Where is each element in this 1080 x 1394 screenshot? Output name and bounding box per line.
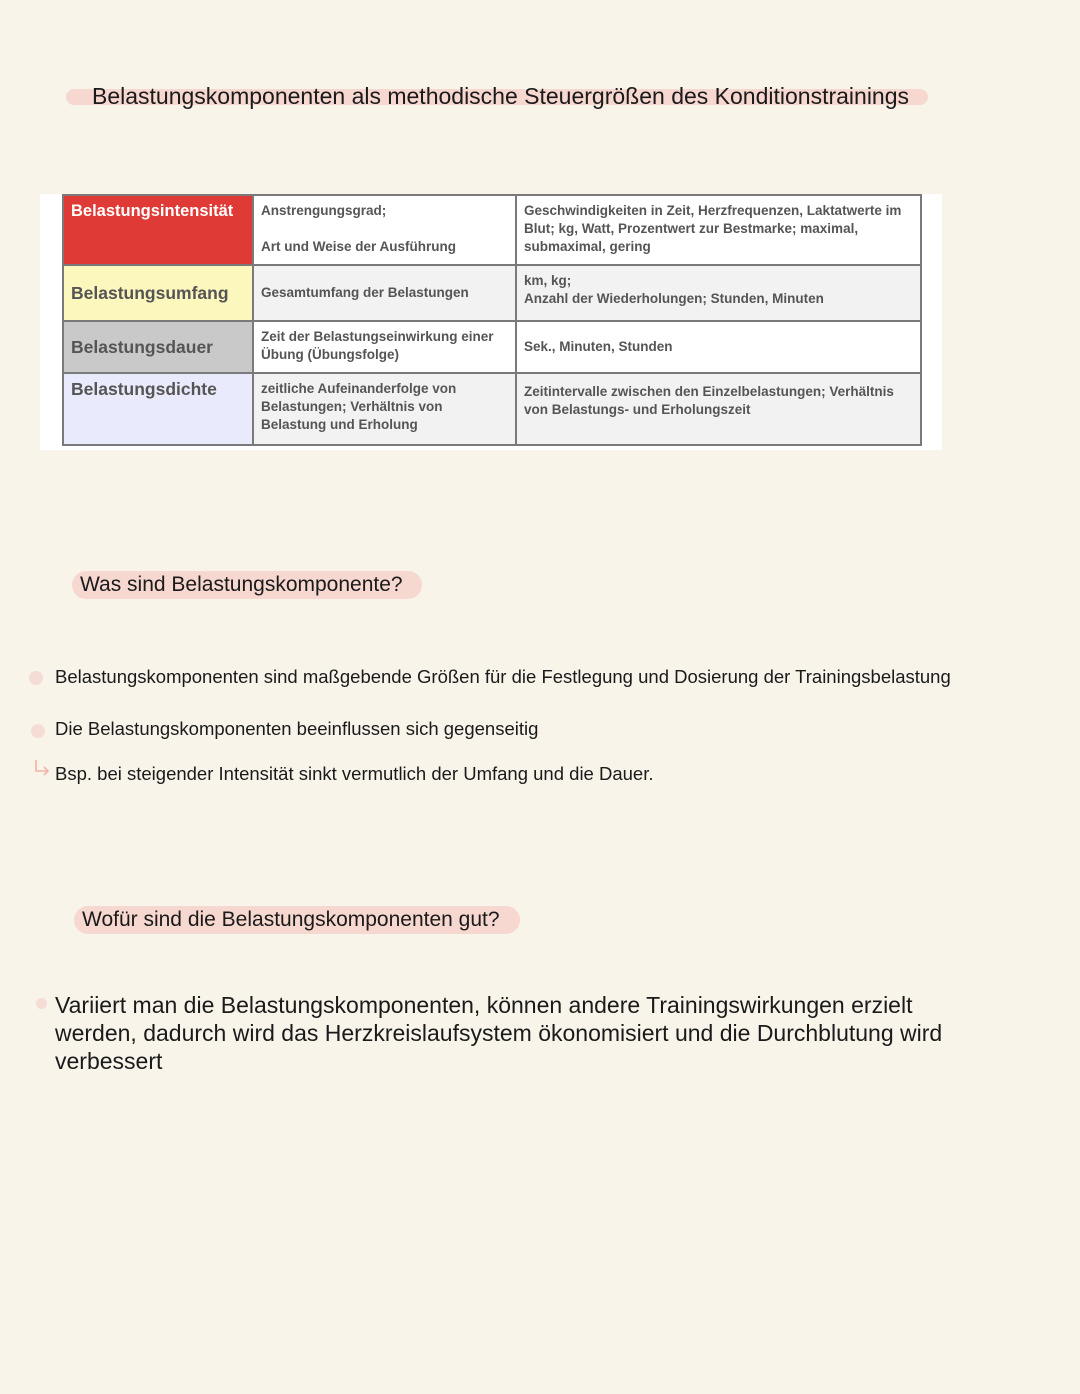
table-cell-description — [253, 195, 516, 265]
bullet-text: Variiert man die Belastungskomponenten, können andere Trainingswirkungen erzielt werden, dadurch wird das Herzkreislaufsystem ökonomisiert und die Durchblutung wird verbessert — [55, 992, 943, 1074]
bullet-dot-icon — [36, 998, 47, 1009]
load-components-table — [62, 194, 922, 446]
table-cell-measures: Zeitintervalle zwischen den Einzelbelastungen; Verhältnis von Belastungs- und Erholungszeit — [516, 373, 921, 445]
table-cell-description: Zeit der Belastungseinwirkung einer Übung (Übungsfolge) — [253, 321, 516, 373]
example-text: Bsp. bei steigender Intensität sinkt vermutlich der Umfang und die Dauer. — [55, 763, 654, 784]
section-heading: Wofür sind die Belastungskomponenten gut? — [82, 908, 500, 931]
table-cell-description: zeitliche Aufeinanderfolge von Belastungen; Verhältnis von Belastung und Erholung — [253, 373, 516, 445]
table-cell-name: Belastungsintensität — [63, 195, 253, 265]
table-row-intensity — [63, 195, 921, 265]
load-components-table-container — [40, 194, 942, 450]
bullet-dot-icon — [29, 671, 43, 685]
page-title: Belastungskomponenten als methodische Steuergrößen des Konditionstrainings — [92, 83, 910, 109]
table-cell-name: Belastungsdauer — [63, 321, 253, 373]
section-heading: Was sind Belastungskomponente? — [80, 573, 403, 596]
table-cell-description: Gesamtumfang der Belastungen — [253, 265, 516, 321]
bullet-dot-icon — [31, 724, 45, 738]
table-cell-name: Belastungsumfang — [63, 265, 253, 321]
spacer — [261, 220, 508, 238]
description-line: Art und Weise der Ausführung — [261, 239, 457, 254]
description-line: Anstrengungsgrad; — [261, 203, 387, 218]
bullet-text: Belastungskomponenten sind maßgebende Größen für die Festlegung und Dosierung der Trainingsbelastung — [55, 666, 951, 687]
table-cell-measures — [516, 265, 921, 321]
table-cell-measures: Geschwindigkeiten in Zeit, Herzfrequenzen, Laktatwerte im Blut; kg, Watt, Prozentwert zur Bestmarke; maximal, submaximal, gering — [516, 195, 921, 265]
table-row-density — [63, 373, 921, 445]
table-cell-name: Belastungsdichte — [63, 373, 253, 445]
measures-line: km, kg; — [524, 273, 572, 288]
table-row-volume — [63, 265, 921, 321]
return-arrow-icon — [33, 759, 51, 777]
table-row-duration — [63, 321, 921, 373]
bullet-text: Die Belastungskomponenten beeinflussen sich gegenseitig — [55, 718, 539, 739]
measures-line: Anzahl der Wiederholungen; Stunden, Minuten — [524, 291, 824, 306]
table-cell-measures: Sek., Minuten, Stunden — [516, 321, 921, 373]
